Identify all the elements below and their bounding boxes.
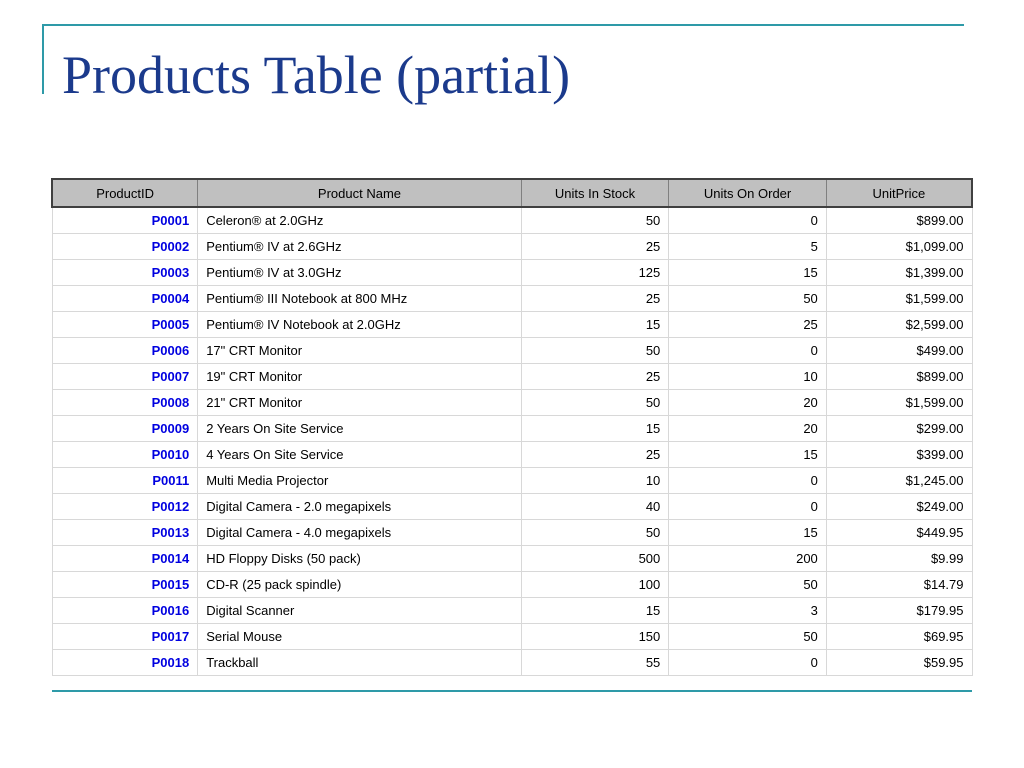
product-name-cell: 17" CRT Monitor xyxy=(198,338,522,364)
table-row xyxy=(52,650,972,676)
product-name-cell: Pentium® IV at 2.6GHz xyxy=(198,234,522,260)
column-header-units-in-stock: Units In Stock xyxy=(521,179,669,207)
unit-price-cell: $1,399.00 xyxy=(826,260,972,286)
unit-price-cell: $9.99 xyxy=(826,546,972,572)
table-row xyxy=(52,260,972,286)
column-header-productid: ProductID xyxy=(52,179,198,207)
units-on-order-cell: 15 xyxy=(669,260,827,286)
product-id-cell: P0011 xyxy=(52,468,198,494)
table-row xyxy=(52,234,972,260)
product-id-cell: P0016 xyxy=(52,598,198,624)
product-id-cell: P0004 xyxy=(52,286,198,312)
product-name-cell: 21" CRT Monitor xyxy=(198,390,522,416)
units-on-order-cell: 20 xyxy=(669,390,827,416)
unit-price-cell: $59.95 xyxy=(826,650,972,676)
product-id-cell: P0014 xyxy=(52,546,198,572)
table-row xyxy=(52,416,972,442)
table-row xyxy=(52,624,972,650)
unit-price-cell: $249.00 xyxy=(826,494,972,520)
column-header-units-on-order: Units On Order xyxy=(669,179,827,207)
product-name-cell: Digital Camera - 2.0 megapixels xyxy=(198,494,522,520)
unit-price-cell: $899.00 xyxy=(826,207,972,234)
unit-price-cell: $1,599.00 xyxy=(826,286,972,312)
units-on-order-cell: 10 xyxy=(669,364,827,390)
product-name-cell: 4 Years On Site Service xyxy=(198,442,522,468)
unit-price-cell: $449.95 xyxy=(826,520,972,546)
product-name-cell: 2 Years On Site Service xyxy=(198,416,522,442)
product-id-cell: P0017 xyxy=(52,624,198,650)
units-on-order-cell: 0 xyxy=(669,338,827,364)
units-on-order-cell: 50 xyxy=(669,286,827,312)
units-in-stock-cell: 50 xyxy=(521,390,669,416)
products-table xyxy=(51,178,973,676)
product-name-cell: Celeron® at 2.0GHz xyxy=(198,207,522,234)
unit-price-cell: $1,245.00 xyxy=(826,468,972,494)
unit-price-cell: $69.95 xyxy=(826,624,972,650)
units-in-stock-cell: 40 xyxy=(521,494,669,520)
table-row xyxy=(52,442,972,468)
units-in-stock-cell: 50 xyxy=(521,338,669,364)
units-in-stock-cell: 25 xyxy=(521,442,669,468)
product-name-cell: Digital Scanner xyxy=(198,598,522,624)
unit-price-cell: $1,599.00 xyxy=(826,390,972,416)
slide-title: Products Table (partial) xyxy=(62,45,571,105)
table-row xyxy=(52,286,972,312)
column-header-unitprice: UnitPrice xyxy=(826,179,972,207)
units-in-stock-cell: 125 xyxy=(521,260,669,286)
units-on-order-cell: 0 xyxy=(669,207,827,234)
product-id-cell: P0001 xyxy=(52,207,198,234)
table-header-row xyxy=(52,179,972,207)
units-on-order-cell: 0 xyxy=(669,494,827,520)
units-in-stock-cell: 15 xyxy=(521,312,669,338)
units-in-stock-cell: 50 xyxy=(521,520,669,546)
units-in-stock-cell: 25 xyxy=(521,234,669,260)
units-on-order-cell: 50 xyxy=(669,572,827,598)
units-in-stock-cell: 10 xyxy=(521,468,669,494)
product-name-cell: Pentium® IV at 3.0GHz xyxy=(198,260,522,286)
table-row xyxy=(52,572,972,598)
product-name-cell: Serial Mouse xyxy=(198,624,522,650)
units-in-stock-cell: 15 xyxy=(521,598,669,624)
units-in-stock-cell: 25 xyxy=(521,364,669,390)
product-id-cell: P0013 xyxy=(52,520,198,546)
product-id-cell: P0007 xyxy=(52,364,198,390)
units-in-stock-cell: 55 xyxy=(521,650,669,676)
table-row xyxy=(52,598,972,624)
product-name-cell: Pentium® III Notebook at 800 MHz xyxy=(198,286,522,312)
product-id-cell: P0010 xyxy=(52,442,198,468)
table-row xyxy=(52,546,972,572)
units-in-stock-cell: 15 xyxy=(521,416,669,442)
product-id-cell: P0005 xyxy=(52,312,198,338)
table-row xyxy=(52,207,972,234)
units-in-stock-cell: 500 xyxy=(521,546,669,572)
units-in-stock-cell: 150 xyxy=(521,624,669,650)
units-on-order-cell: 25 xyxy=(669,312,827,338)
units-on-order-cell: 20 xyxy=(669,416,827,442)
unit-price-cell: $299.00 xyxy=(826,416,972,442)
table-row xyxy=(52,468,972,494)
units-on-order-cell: 15 xyxy=(669,520,827,546)
units-on-order-cell: 0 xyxy=(669,650,827,676)
unit-price-cell: $1,099.00 xyxy=(826,234,972,260)
table-row xyxy=(52,312,972,338)
column-header-product-name: Product Name xyxy=(198,179,522,207)
product-name-cell: Pentium® IV Notebook at 2.0GHz xyxy=(198,312,522,338)
units-on-order-cell: 3 xyxy=(669,598,827,624)
table-row xyxy=(52,520,972,546)
units-in-stock-cell: 50 xyxy=(521,207,669,234)
left-accent-rule xyxy=(42,24,44,94)
unit-price-cell: $14.79 xyxy=(826,572,972,598)
units-in-stock-cell: 25 xyxy=(521,286,669,312)
product-id-cell: P0003 xyxy=(52,260,198,286)
units-on-order-cell: 0 xyxy=(669,468,827,494)
table-row xyxy=(52,390,972,416)
unit-price-cell: $899.00 xyxy=(826,364,972,390)
product-name-cell: 19" CRT Monitor xyxy=(198,364,522,390)
units-on-order-cell: 200 xyxy=(669,546,827,572)
units-on-order-cell: 5 xyxy=(669,234,827,260)
product-id-cell: P0015 xyxy=(52,572,198,598)
product-id-cell: P0018 xyxy=(52,650,198,676)
table-row xyxy=(52,364,972,390)
unit-price-cell: $2,599.00 xyxy=(826,312,972,338)
product-name-cell: CD-R (25 pack spindle) xyxy=(198,572,522,598)
product-name-cell: Digital Camera - 4.0 megapixels xyxy=(198,520,522,546)
units-in-stock-cell: 100 xyxy=(521,572,669,598)
product-name-cell: Trackball xyxy=(198,650,522,676)
product-id-cell: P0012 xyxy=(52,494,198,520)
product-name-cell: Multi Media Projector xyxy=(198,468,522,494)
product-id-cell: P0002 xyxy=(52,234,198,260)
units-on-order-cell: 50 xyxy=(669,624,827,650)
product-id-cell: P0009 xyxy=(52,416,198,442)
bottom-accent-rule xyxy=(52,690,972,692)
unit-price-cell: $399.00 xyxy=(826,442,972,468)
product-id-cell: P0008 xyxy=(52,390,198,416)
unit-price-cell: $499.00 xyxy=(826,338,972,364)
table-row xyxy=(52,338,972,364)
product-name-cell: HD Floppy Disks (50 pack) xyxy=(198,546,522,572)
top-accent-rule xyxy=(42,24,964,26)
unit-price-cell: $179.95 xyxy=(826,598,972,624)
table-row xyxy=(52,494,972,520)
units-on-order-cell: 15 xyxy=(669,442,827,468)
product-id-cell: P0006 xyxy=(52,338,198,364)
